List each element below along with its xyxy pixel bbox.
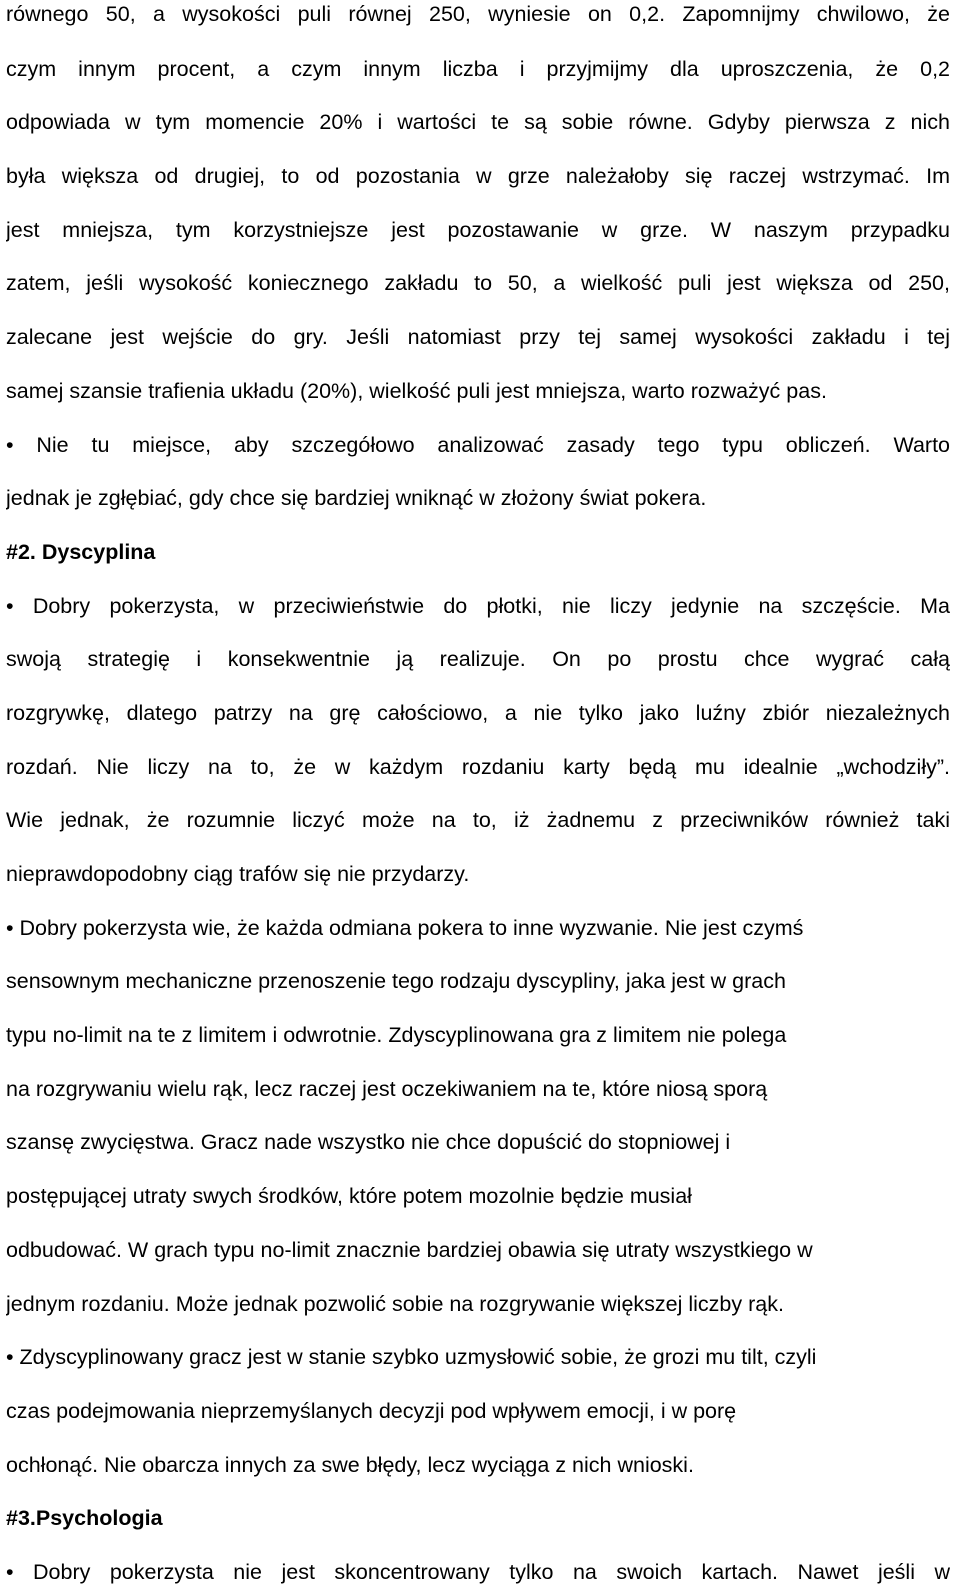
text-line: Wie jednak, że rozumnie liczyć może na to, iż żadnemu z przeciwników również taki (6, 808, 950, 832)
text-line: jednym rozdaniu. Może jednak pozwolić sobie na rozgrywanie większej liczby rąk. (6, 1292, 784, 1316)
bullet-line: • Zdyscyplinowany gracz jest w stanie szybko uzmysłowić sobie, że grozi mu tilt, czyli (6, 1345, 817, 1369)
text-line: zatem, jeśli wysokość koniecznego zakładu to 50, a wielkość puli jest większa od 250, (6, 271, 950, 295)
section-heading-discipline: #2. Dyscyplina (6, 540, 156, 564)
text-line: samej szansie trafienia układu (20%), wielkość puli jest mniejsza, warto rozważyć pas. (6, 379, 827, 403)
text-line: swoją strategię i konsekwentnie ją realizuje. On po prostu chce wygrać całą (6, 647, 950, 671)
text-line: równego 50, a wysokości puli równej 250, wyniesie on 0,2. Zapomnijmy chwilowo, że (6, 2, 950, 26)
text-line: typu no-limit na te z limitem i odwrotnie. Zdyscyplinowana gra z limitem nie polega (6, 1023, 787, 1047)
section-heading-psychology: #3.Psychologia (6, 1506, 163, 1530)
text-line: sensownym mechaniczne przenoszenie tego rodzaju dyscypliny, jaka jest w grach (6, 969, 786, 993)
text-line: na rozgrywaniu wielu rąk, lecz raczej jest oczekiwaniem na te, które niosą sporą (6, 1077, 768, 1101)
text-line: rozdań. Nie liczy na to, że w każdym rozdaniu karty będą mu idealnie „wchodziły”. (6, 755, 950, 779)
bullet-line: • Dobry pokerzysta nie jest skoncentrowany tylko na swoich kartach. Nawet jeśli w (6, 1560, 950, 1584)
text-line: ochłonąć. Nie obarcza innych za swe błędy, lecz wyciąga z nich wnioski. (6, 1453, 694, 1477)
text-line: czas podejmowania nieprzemyślanych decyzji pod wpływem emocji, i w porę (6, 1399, 737, 1423)
text-line: zalecane jest wejście do gry. Jeśli natomiast przy tej samej wysokości zakładu i tej (6, 325, 950, 349)
bullet-line: • Nie tu miejsce, aby szczegółowo analizować zasady tego typu obliczeń. Warto (6, 433, 950, 457)
text-line: jednak je zgłębiać, gdy chce się bardziej wniknąć w złożony świat pokera. (6, 486, 707, 510)
text-line: szansę zwycięstwa. Gracz nade wszystko nie chce dopuścić do stopniowej i (6, 1130, 731, 1154)
bullet-line: • Dobry pokerzysta, w przeciwieństwie do płotki, nie liczy jedynie na szczęście. Ma (6, 594, 950, 618)
text-line: rozgrywkę, dlatego patrzy na grę całościowo, a nie tylko jako luźny zbiór niezależnych (6, 701, 950, 725)
text-line: odpowiada w tym momencie 20% i wartości te są sobie równe. Gdyby pierwsza z nich (6, 110, 950, 134)
text-line: odbudować. W grach typu no-limit znacznie bardziej obawia się utraty wszystkiego w (6, 1238, 813, 1262)
text-line: jest mniejsza, tym korzystniejsze jest pozostawanie w grze. W naszym przypadku (6, 218, 950, 242)
text-line: postępującej utraty swych środków, które potem mozolnie będzie musiał (6, 1184, 692, 1208)
text-line: nieprawdopodobny ciąg trafów się nie przydarzy. (6, 862, 470, 886)
bullet-line: • Dobry pokerzysta wie, że każda odmiana pokera to inne wyzwanie. Nie jest czymś (6, 916, 804, 940)
text-line: była większa od drugiej, to od pozostania w grze należałoby się raczej wstrzymać. Im (6, 164, 950, 188)
text-line: czym innym procent, a czym innym liczba i przyjmijmy dla uproszczenia, że 0,2 (6, 57, 950, 81)
